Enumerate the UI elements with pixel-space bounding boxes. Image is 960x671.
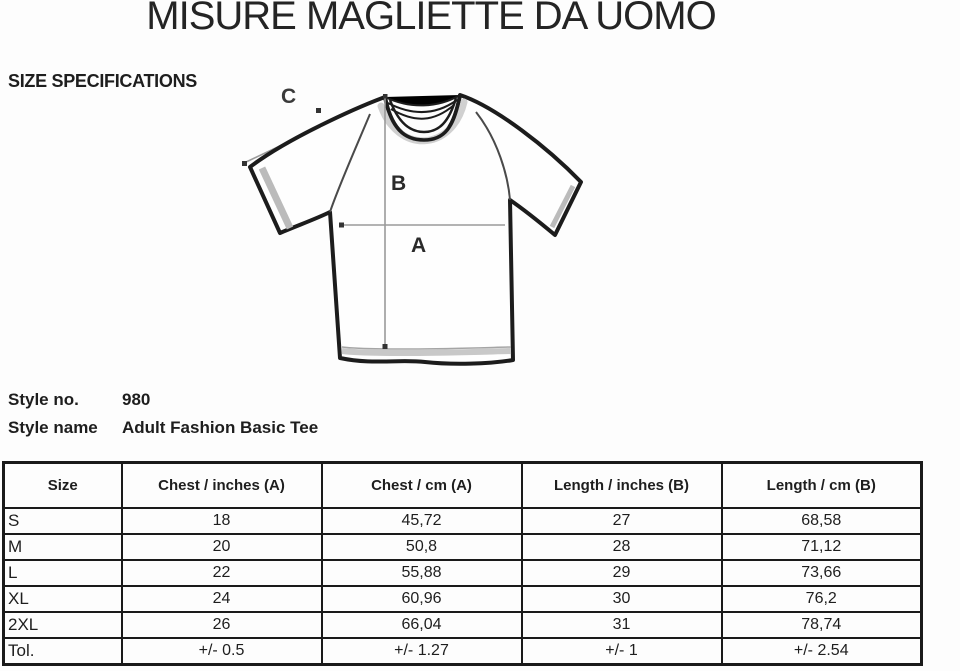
measurement-label-chest: A	[411, 234, 427, 257]
dimension-dot	[242, 161, 247, 166]
measurement-label-sleeve: C	[281, 85, 297, 108]
cell-chest-in: 18	[122, 508, 322, 534]
cell-chest-cm: 60,96	[322, 586, 522, 612]
cell-size: S	[4, 508, 122, 534]
cell-size: XL	[4, 586, 122, 612]
cell-length-in: 30	[522, 586, 722, 612]
header-chest-cm: Chest / cm (A)	[322, 463, 522, 509]
header-length-cm: Length / cm (B)	[722, 463, 922, 509]
cell-length-in: 27	[522, 508, 722, 534]
header-size: Size	[4, 463, 122, 509]
style-name-row	[8, 414, 318, 442]
size-table-header-row	[4, 463, 922, 509]
style-name-label: Style name	[8, 418, 98, 437]
cell-length-in: 28	[522, 534, 722, 560]
dimension-dot	[339, 223, 344, 228]
cell-chest-cm: +/- 1.27	[322, 638, 522, 665]
cell-size: 2XL	[4, 612, 122, 638]
collar-rib-line	[385, 95, 460, 105]
cell-size: M	[4, 534, 122, 560]
cell-length-cm: 68,58	[722, 508, 922, 534]
header-chest-inches: Chest / inches (A)	[122, 463, 322, 509]
table-row-l	[4, 560, 922, 586]
tshirt-outline	[250, 95, 581, 364]
size-specifications-heading: SIZE SPECIFICATIONS	[8, 71, 197, 91]
hem-band	[342, 351, 511, 353]
cell-chest-cm: 45,72	[322, 508, 522, 534]
style-info	[8, 386, 318, 442]
cell-length-in: +/- 1	[522, 638, 722, 665]
measurement-label-length: B	[391, 172, 407, 195]
style-no-label: Style no.	[8, 390, 79, 409]
cell-chest-cm: 50,8	[322, 534, 522, 560]
table-row-m	[4, 534, 922, 560]
cell-chest-cm: 55,88	[322, 560, 522, 586]
dimension-dot	[316, 108, 321, 113]
cell-chest-cm: 66,04	[322, 612, 522, 638]
cell-length-cm: +/- 2.54	[722, 638, 922, 665]
cell-chest-in: 22	[122, 560, 322, 586]
style-name-value: Adult Fashion Basic Tee	[122, 418, 319, 437]
table-row-xl	[4, 586, 922, 612]
cell-size: L	[4, 560, 122, 586]
page-title: MISURE MAGLIETTE DA UOMO	[146, 0, 716, 38]
cell-length-cm: 78,74	[722, 612, 922, 638]
cell-size: Tol.	[4, 638, 122, 665]
cell-chest-in: +/- 0.5	[122, 638, 322, 665]
style-no-row	[8, 386, 318, 414]
dimension-dot	[383, 94, 388, 99]
cell-chest-in: 20	[122, 534, 322, 560]
table-row-tolerance	[4, 638, 922, 665]
dimension-dot	[383, 344, 388, 349]
cell-length-in: 29	[522, 560, 722, 586]
table-row-s	[4, 508, 922, 534]
table-row-2xl	[4, 612, 922, 638]
cell-length-in: 31	[522, 612, 722, 638]
cell-length-cm: 71,12	[722, 534, 922, 560]
cell-chest-in: 24	[122, 586, 322, 612]
cell-length-cm: 76,2	[722, 586, 922, 612]
style-no-value: 980	[122, 390, 151, 409]
tshirt-diagram	[228, 80, 608, 380]
size-table	[2, 461, 923, 666]
header-length-inches: Length / inches (B)	[522, 463, 722, 509]
cell-chest-in: 26	[122, 612, 322, 638]
cell-length-cm: 73,66	[722, 560, 922, 586]
